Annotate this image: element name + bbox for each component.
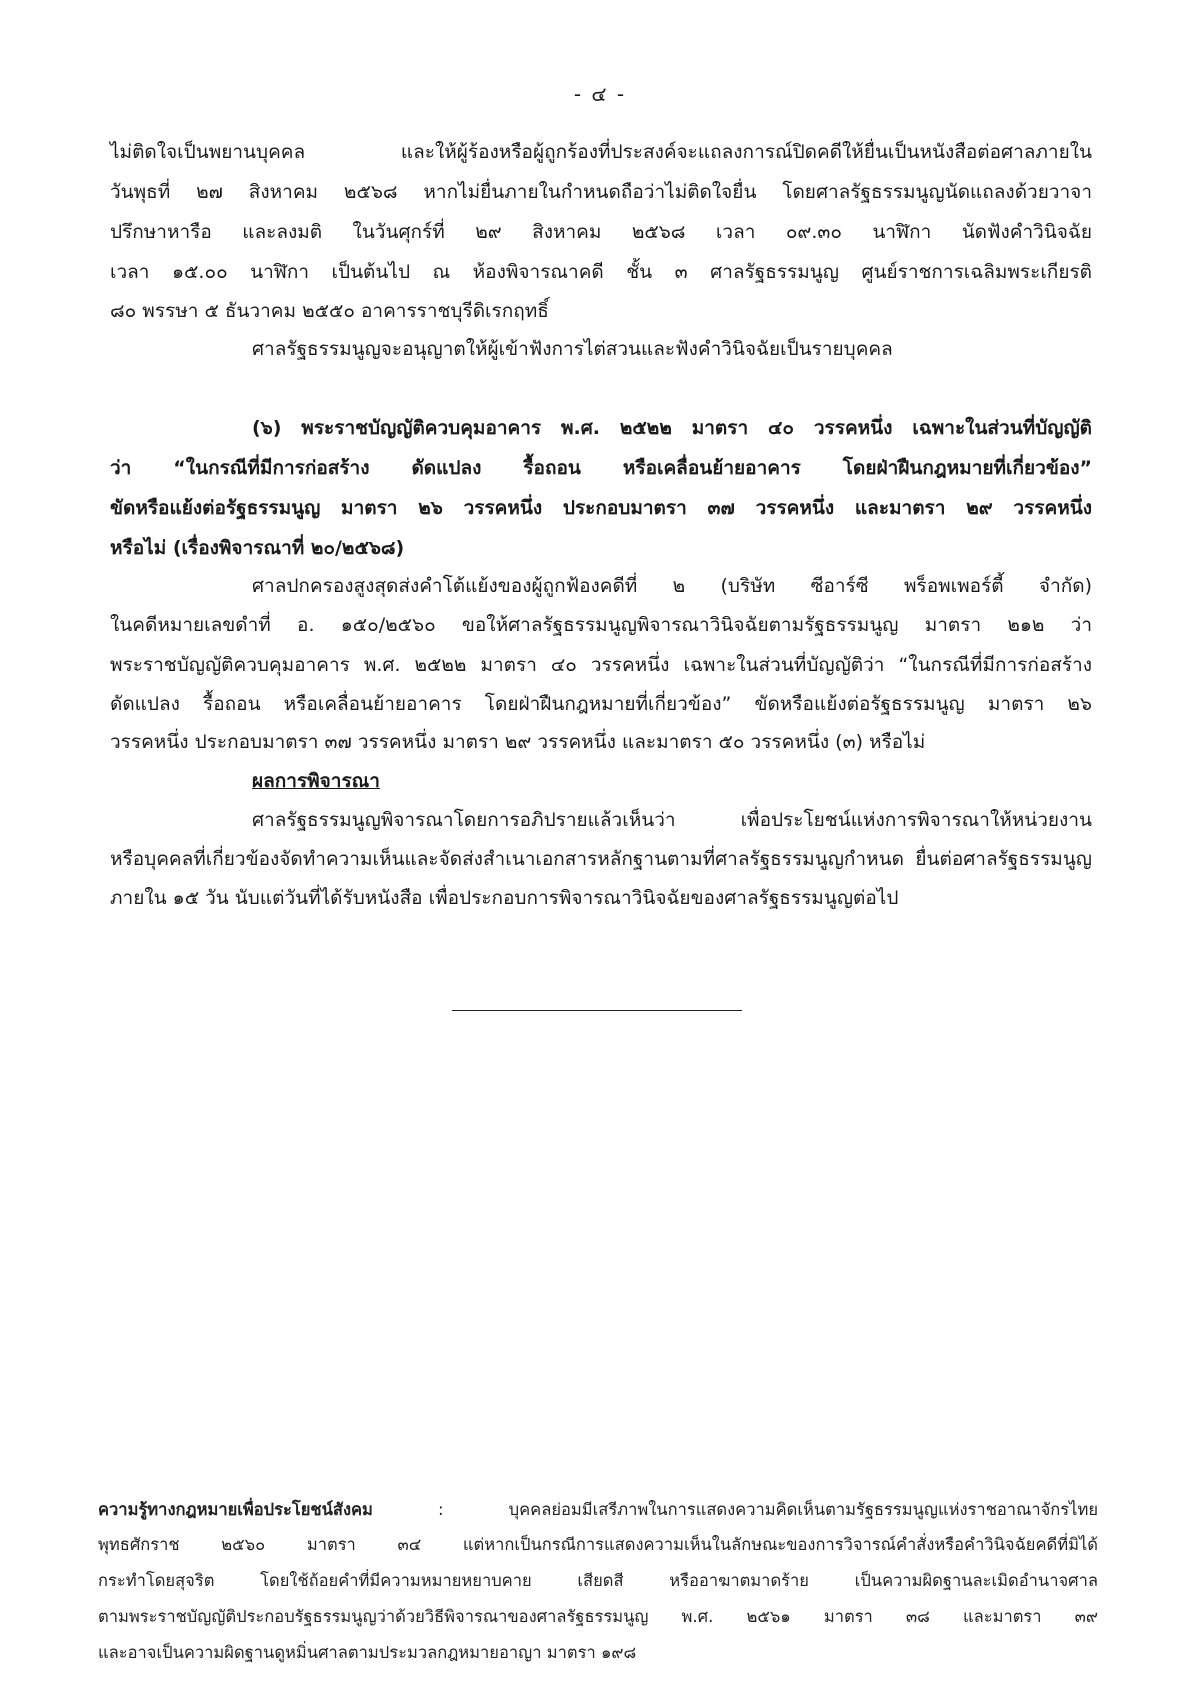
- text-line: หรือบุคคลที่เกี่ยวข้องจัดทำความเห็นและจัดส่งสำเนาเอกสารหลักฐานตามที่ศาลรัฐธรรมนูญกำหนด ยื่นต่อศาลรัฐธรรมนูญ: [110, 848, 1092, 870]
- text-line: ดัดแปลง รื้อถอน หรือเคลื่อนย้ายอาคาร โดยฝ่าฝืนกฎหมายที่เกี่ยวข้อง” ขัดหรือแย้งต่อรัฐธรรมนูญ มาตรา ๒๖: [110, 693, 1092, 715]
- footer-line: พุทธศักราช ๒๕๖๐ มาตรา ๓๔ แต่หากเป็นกรณีการแสดงความเห็นในลักษณะของการวิจารณ์คำสั่งหรือคำวินิจฉัยคดีที่มิได้: [98, 1535, 1098, 1554]
- closing-note: ศาลรัฐธรรมนูญจะอนุญาตให้ผู้เข้าฟังการไต่สวนและฟังคำวินิจฉัยเป็นรายบุคคล: [252, 338, 893, 360]
- footer-text: บุคคลย่อมมีเสรีภาพในการแสดงความคิดเห็นตามรัฐธรรมนูญแห่งราชอาณาจักรไทย: [508, 1500, 1098, 1519]
- result-heading: ผลการพิจารณา: [252, 770, 380, 792]
- text-line: ปรึกษาหารือ และลงมติ ในวันศุกร์ที่ ๒๙ สิงหาคม ๒๕๖๘ เวลา ๐๙.๓๐ นาฬิกา นัดฟังคำวินิจฉัย: [110, 221, 1092, 243]
- footer-label: ความรู้ทางกฎหมายเพื่อประโยชน์สังคม: [98, 1500, 373, 1519]
- footer-line: ตามพระราชบัญญัติประกอบรัฐธรรมนูญว่าด้วยวิธีพิจารณาของศาลรัฐธรรมนูญ พ.ศ. ๒๕๖๑ มาตรา ๓๘ และมาตรา ๓๙: [98, 1607, 1098, 1626]
- footer-separator: :: [438, 1500, 444, 1519]
- text-line: ศาลปกครองสูงสุดส่งคำโต้แย้งของผู้ถูกฟ้องคดีที่ ๒ (บริษัท ซีอาร์ซี พร็อพเพอร์ตี้ จำกัด): [252, 575, 1092, 597]
- text-line: ไม่ติดใจเป็นพยานบุคคล และให้ผู้ร้องหรือผู้ถูกร้องที่ประสงค์จะแถลงการณ์ปิดคดีให้ยื่นเป็นหนังสือต่อศาลภายใน: [110, 141, 1092, 163]
- page-number: - ๔ -: [573, 82, 627, 106]
- section-title-line: (๖) พระราชบัญญัติควบคุมอาคาร พ.ศ. ๒๕๒๒ มาตรา ๔๐ วรรคหนึ่ง เฉพาะในส่วนที่บัญญัติ: [252, 417, 1092, 439]
- text-line: ศาลรัฐธรรมนูญพิจารณาโดยการอภิปรายแล้วเห็นว่า เพื่อประโยชน์แห่งการพิจารณาให้หน่วยงาน: [252, 809, 1092, 831]
- text-line: วันพุธที่ ๒๗ สิงหาคม ๒๕๖๘ หากไม่ยื่นภายในกำหนดถือว่าไม่ติดใจยื่น โดยศาลรัฐธรรมนูญนัดแถลงด้วยวาจา: [110, 181, 1092, 203]
- text-line: ในคดีหมายเลขดำที่ อ. ๑๕๐/๒๕๖๐ ขอให้ศาลรัฐธรรมนูญพิจารณาวินิจฉัยตามรัฐธรรมนูญ มาตรา ๒๑๒ ว่า: [110, 614, 1092, 636]
- footer-line: กระทำโดยสุจริต โดยใช้ถ้อยคำที่มีความหมายหยาบคาย เสียดสี หรืออาฆาตมาดร้าย เป็นความผิดฐานละเมิดอำนาจศาล: [98, 1571, 1098, 1590]
- result-heading-row: [252, 761, 1092, 801]
- footer-line: และอาจเป็นความผิดฐานดูหมิ่นศาลตามประมวลกฎหมายอาญา มาตรา ๑๙๘: [98, 1643, 637, 1662]
- section-title-line: หรือไม่ (เรื่องพิจารณาที่ ๒๐/๒๕๖๘): [110, 537, 405, 559]
- text-line: พระราชบัญญัติควบคุมอาคาร พ.ศ. ๒๕๒๒ มาตรา ๔๐ วรรคหนึ่ง เฉพาะในส่วนที่บัญญัติว่า “ในกรณีที่มีการก่อสร้าง: [110, 654, 1092, 676]
- section-title-line: ว่า “ในกรณีที่มีการก่อสร้าง ดัดแปลง รื้อถอน หรือเคลื่อนย้ายอาคาร โดยฝ่าฝืนกฎหมายที่เกี่ยวข้อง”: [110, 457, 1092, 479]
- text-line: เวลา ๑๕.๐๐ นาฬิกา เป็นต้นไป ณ ห้องพิจารณาคดี ชั้น ๓ ศาลรัฐธรรมนูญ ศูนย์ราชการเฉลิมพระเกียรติ: [110, 261, 1092, 283]
- text-line: ภายใน ๑๕ วัน นับแต่วันที่ได้รับหนังสือ เพื่อประกอบการพิจารณาวินิจฉัยของศาลรัฐธรรมนูญต่อไป: [110, 887, 899, 909]
- footer-line: [98, 1493, 1098, 1527]
- text-line: วรรคหนึ่ง ประกอบมาตรา ๓๗ วรรคหนึ่ง มาตรา ๒๙ วรรคหนึ่ง และมาตรา ๕๐ วรรคหนึ่ง (๓) หรือไม่: [110, 731, 926, 753]
- text-line: ๘๐ พรรษา ๕ ธันวาคม ๒๕๕๐ อาคารราชบุรีดิเรกฤทธิ์: [110, 300, 549, 322]
- section-divider-rule: [452, 1010, 742, 1011]
- section-title-line: ขัดหรือแย้งต่อรัฐธรรมนูญ มาตรา ๒๖ วรรคหนึ่ง ประกอบมาตรา ๓๗ วรรคหนึ่ง และมาตรา ๒๙ วรรคหนึ่ง: [110, 497, 1092, 519]
